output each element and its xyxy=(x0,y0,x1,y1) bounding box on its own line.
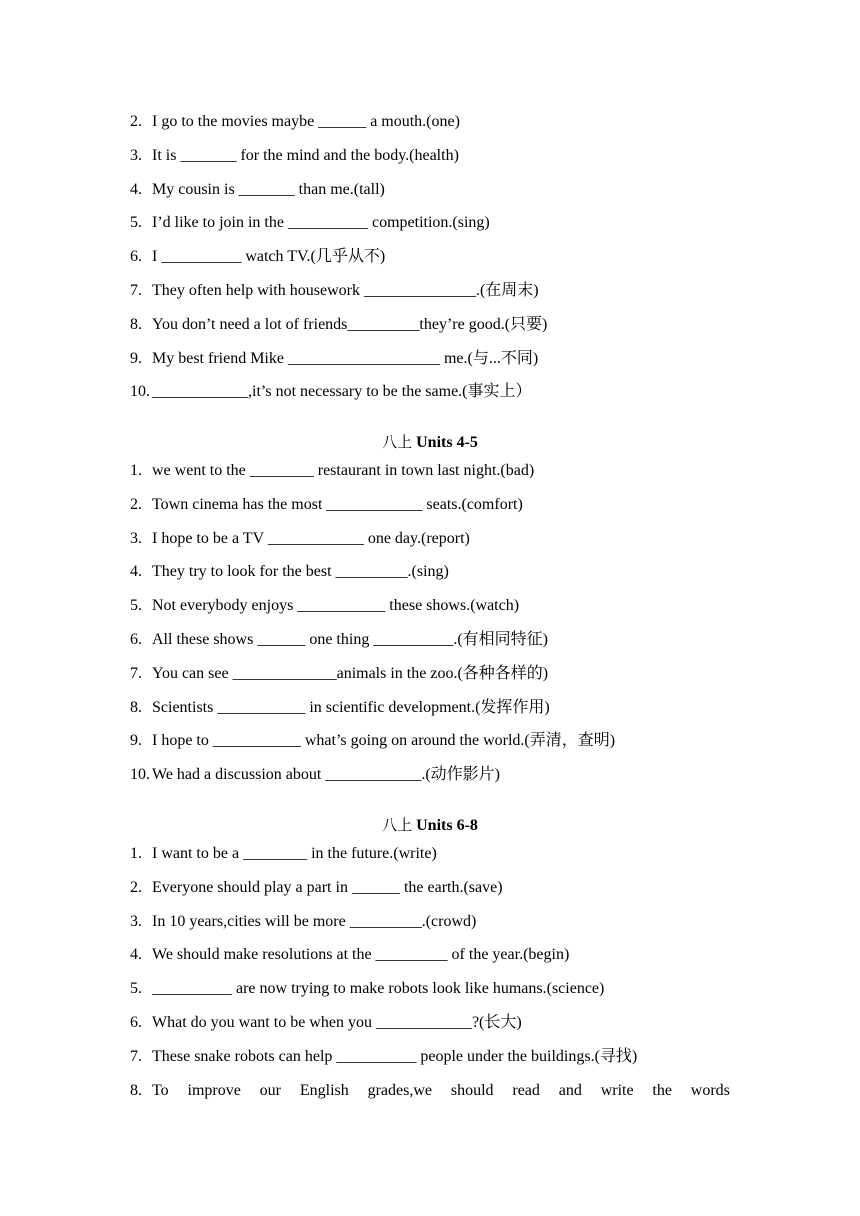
exercise-list-units-1-3 xyxy=(130,112,740,416)
item-number: 10. xyxy=(130,766,150,784)
item-text: It is _______ for the mind and the body.(health) xyxy=(152,146,459,164)
item-number: 10. xyxy=(130,383,150,401)
exercise-item xyxy=(130,630,740,664)
item-number: 6. xyxy=(130,248,142,266)
exercise-item xyxy=(130,495,740,529)
item-number: 9. xyxy=(130,349,142,367)
heading-grade: 八上 xyxy=(382,816,413,834)
item-text: __________ are now trying to make robots look like humans.(science) xyxy=(152,980,605,998)
word: read xyxy=(512,1081,540,1099)
item-number: 8. xyxy=(130,315,142,333)
item-text: My cousin is _______ than me.(tall) xyxy=(152,180,385,198)
word: words xyxy=(690,1081,730,1099)
item-text: We had a discussion about ____________.(动作影片) xyxy=(152,766,501,784)
exercise-item xyxy=(130,945,740,979)
item-number: 5. xyxy=(130,214,142,232)
item-text: Scientists ___________ in scientific development.(发挥作用) xyxy=(152,698,550,716)
item-number: 3. xyxy=(130,146,142,164)
exercise-item xyxy=(130,731,740,765)
item-text: In 10 years,cities will be more _________.(crowd) xyxy=(152,912,477,930)
item-number: 6. xyxy=(130,1013,142,1031)
exercise-item xyxy=(130,349,740,383)
item-number: 4. xyxy=(130,563,142,581)
exercise-item xyxy=(130,146,740,180)
item-number: 6. xyxy=(130,630,142,648)
item-text: we went to the ________ restaurant in town last night.(bad) xyxy=(152,462,535,479)
item-text: Town cinema has the most ____________ seats.(comfort) xyxy=(152,495,523,513)
exercise-item xyxy=(130,912,740,946)
exercise-item xyxy=(130,562,740,596)
exercise-item xyxy=(130,461,740,495)
item-number: 4. xyxy=(130,180,142,198)
item-text: We should make resolutions at the _________ of the year.(begin) xyxy=(152,946,570,964)
exercise-item xyxy=(130,596,740,630)
item-text: Everyone should play a part in ______ the earth.(save) xyxy=(152,878,503,896)
section-heading-units-6-8 xyxy=(130,815,730,836)
exercise-item xyxy=(130,979,740,1013)
word: our xyxy=(259,1081,281,1099)
item-number: 7. xyxy=(130,664,142,682)
exercise-item xyxy=(130,1081,730,1115)
item-number: 8. xyxy=(130,698,142,716)
item-number: 5. xyxy=(130,980,142,998)
word: improve xyxy=(187,1081,241,1099)
item-text: I hope to be a TV ____________ one day.(report) xyxy=(152,529,470,547)
item-number: 2. xyxy=(130,878,142,896)
item-text: ____________,it’s not necessary to be the same.(事实上） xyxy=(152,383,532,401)
heading-units: Units 6-8 xyxy=(416,817,478,834)
item-number: 4. xyxy=(130,946,142,964)
item-text: I go to the movies maybe ______ a mouth.(one) xyxy=(152,113,460,130)
item-number: 3. xyxy=(130,912,142,930)
exercise-item xyxy=(130,664,740,698)
item-text: My best friend Mike ___________________ me.(与...不同) xyxy=(152,349,539,367)
item-number: 1. xyxy=(130,462,142,479)
word: and xyxy=(558,1081,582,1099)
section-heading-units-4-5 xyxy=(130,432,730,453)
item-text: What do you want to be when you ____________?(长大) xyxy=(152,1013,522,1031)
item-text: These snake robots can help __________ people under the buildings.(寻找) xyxy=(152,1047,638,1065)
item-text: All these shows ______ one thing __________.(有相同特征) xyxy=(152,630,548,648)
exercise-list-units-6-8 xyxy=(130,844,740,1114)
item-text: Not everybody enjoys ___________ these shows.(watch) xyxy=(152,597,520,615)
exercise-item xyxy=(130,765,740,799)
item-text: I want to be a ________ in the future.(write) xyxy=(152,845,437,862)
word: the xyxy=(652,1081,672,1099)
word: should xyxy=(450,1081,494,1099)
heading-units: Units 4-5 xyxy=(416,434,478,451)
item-text: They often help with housework ______________.(在周末) xyxy=(152,281,539,299)
item-number: 1. xyxy=(130,845,142,862)
exercise-item xyxy=(130,213,740,247)
exercise-item xyxy=(130,315,740,349)
item-number: 8. xyxy=(130,1081,142,1099)
item-text: You can see _____________animals in the zoo.(各种各样的) xyxy=(152,664,549,682)
exercise-item xyxy=(130,529,740,563)
exercise-item xyxy=(130,281,740,315)
word: English xyxy=(299,1081,349,1099)
item-text: I’d like to join in the __________ competition.(sing) xyxy=(152,214,490,232)
item-text: You don’t need a lot of friends_________they’re good.(只要) xyxy=(152,315,548,333)
item-text-justified xyxy=(152,1081,730,1115)
item-text: I hope to ___________ what’s going on around the world.(弄清，查明) xyxy=(152,732,616,750)
exercise-item xyxy=(130,1013,740,1047)
exercise-item xyxy=(130,698,740,732)
exercise-item xyxy=(130,382,740,416)
item-number: 2. xyxy=(130,113,142,130)
item-text: I __________ watch TV.(几乎从不) xyxy=(152,248,386,266)
word: To xyxy=(152,1081,169,1099)
exercise-item xyxy=(130,844,740,878)
exercise-item xyxy=(130,247,740,281)
item-text: They try to look for the best _________.(sing) xyxy=(152,563,449,581)
item-number: 7. xyxy=(130,281,142,299)
item-number: 5. xyxy=(130,597,142,615)
item-number: 2. xyxy=(130,495,142,513)
word: write xyxy=(600,1081,634,1099)
item-number: 9. xyxy=(130,732,142,750)
exercise-item xyxy=(130,1047,740,1081)
exercise-item xyxy=(130,878,740,912)
item-number: 7. xyxy=(130,1047,142,1065)
heading-grade: 八上 xyxy=(382,433,413,451)
exercise-list-units-4-5 xyxy=(130,461,740,799)
item-number: 3. xyxy=(130,529,142,547)
word: grades,we xyxy=(367,1081,432,1099)
exercise-item xyxy=(130,112,740,146)
exercise-item xyxy=(130,180,740,214)
